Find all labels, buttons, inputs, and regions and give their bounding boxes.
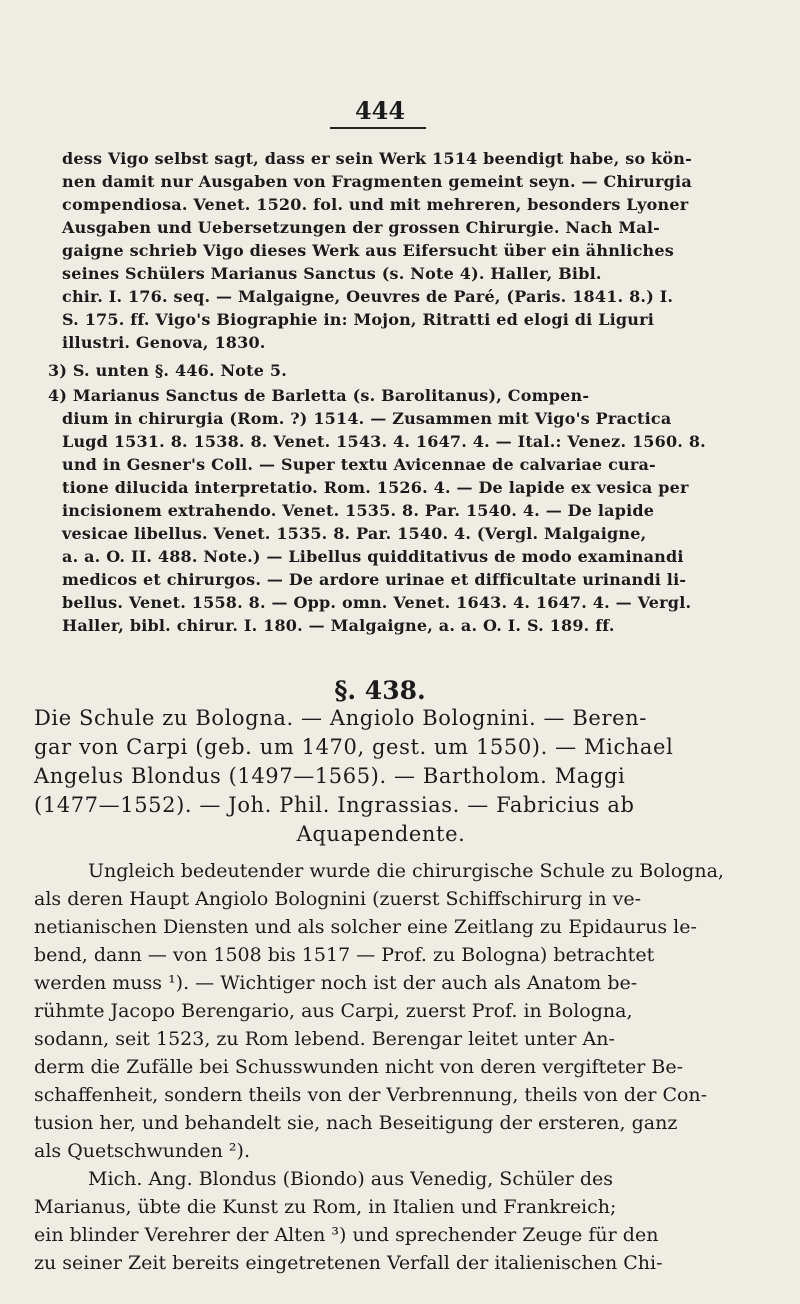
body-line: Marianus, übte die Kunst zu Rom, in Italien und Frankreich; [34,1196,617,1218]
body-line: derm die Zufälle bei Schusswunden nicht von deren vergifteter Be- [34,1056,684,1078]
footnote-line: incisionem extrahendo. Venet. 1535. 8. Par. 1540. 4. — De lapide [62,501,655,520]
footnote-line: und in Gesner's Coll. — Super textu Avicennae de calvariae cura- [62,455,656,474]
body-line: bend, dann — von 1508 bis 1517 — Prof. zu Bologna) betrachtet [34,944,655,966]
footnote-3: 3) S. unten §. 446. Note 5. [48,361,288,380]
page-number: 444 [354,96,406,125]
header-rule [330,127,426,129]
footnote-line: medicos et chirurgos. — De ardore urinae et difficultate urinandi li- [62,570,687,589]
footnote-line: vesicae libellus. Venet. 1535. 8. Par. 1540. 4. (Vergl. Malgaigne, [62,524,647,543]
section-heading-line: Die Schule zu Bologna. — Angiolo Bolognini. — Beren- [34,706,647,730]
footnote-line: seines Schülers Marianus Sanctus (s. Note 4). Haller, Bibl. [62,264,602,283]
footnote-line: nen damit nur Ausgaben von Fragmenten gemeint seyn. — Chirurgia [62,172,692,191]
footnote-line: Lugd 1531. 8. 1538. 8. Venet. 1543. 4. 1647. 4. — Ital.: Venez. 1560. 8. [62,432,706,451]
footnote-line: a. a. O. II. 488. Note.) — Libellus quidditativus de modo examinandi [62,547,684,566]
body-line: netianischen Diensten und als solcher eine Zeitlang zu Epidaurus le- [34,916,697,938]
section-heading-line: (1477—1552). — Joh. Phil. Ingrassias. — Fabricius ab [34,793,635,817]
footnote-line: chir. I. 176. seq. — Malgaigne, Oeuvres de Paré, (Paris. 1841. 8.) I. [62,287,674,306]
body-line: ein blinder Verehrer der Alten ³) und sprechender Zeuge für den [34,1224,659,1246]
body-line: Ungleich bedeutender wurde die chirurgische Schule zu Bologna, [88,860,724,882]
body-line: als Quetschwunden ²). [34,1140,251,1162]
body-line: tusion her, und behandelt sie, nach Beseitigung der ersteren, ganz [34,1112,678,1134]
section-heading-line: Aquapendente. [296,822,466,846]
body-line: Mich. Ang. Blondus (Biondo) aus Venedig, Schüler des [88,1168,614,1190]
footnote-line: dium in chirurgia (Rom. ?) 1514. — Zusammen mit Vigo's Practica [62,409,672,428]
footnote-line: illustri. Genova, 1830. [62,333,266,352]
footnote-4: 4) Marianus Sanctus de Barletta (s. Barolitanus), Compen- [48,386,590,405]
body-line: als deren Haupt Angiolo Bolognini (zuerst Schiffschirurg in ve- [34,888,642,910]
footnote-line: dess Vigo selbst sagt, dass er sein Werk 1514 beendigt habe, so kön- [62,149,692,168]
body-line: rühmte Jacopo Berengario, aus Carpi, zuerst Prof. in Bologna, [34,1000,633,1022]
footnote-line: gaigne schrieb Vigo dieses Werk aus Eifersucht über ein ähnliches [62,241,674,260]
footnote-line: Haller, bibl. chirur. I. 180. — Malgaigne, a. a. O. I. S. 189. ff. [62,616,615,635]
footnote-line: Ausgaben und Uebersetzungen der grossen Chirurgie. Nach Mal- [62,218,660,237]
body-line: zu seiner Zeit bereits eingetretenen Verfall der italienischen Chi- [34,1252,663,1274]
body-line: sodann, seit 1523, zu Rom lebend. Berengar leitet unter An- [34,1028,615,1050]
section-heading-line: Angelus Blondus (1497—1565). — Bartholom. Maggi [34,764,626,788]
footnote-line: S. 175. ff. Vigo's Biographie in: Mojon, Ritratti ed elogi di Liguri [62,310,655,329]
section-number: §. 438. [334,676,426,705]
footnote-line: compendiosa. Venet. 1520. fol. und mit mehreren, besonders Lyoner [62,195,689,214]
footnote-line: bellus. Venet. 1558. 8. — Opp. omn. Venet. 1643. 4. 1647. 4. — Vergl. [62,593,692,612]
section-heading-line: gar von Carpi (geb. um 1470, gest. um 1550). — Michael [34,735,674,759]
body-line: werden muss ¹). — Wichtiger noch ist der auch als Anatom be- [34,972,638,994]
body-line: schaffenheit, sondern theils von der Verbrennung, theils von der Con- [34,1084,708,1106]
footnote-line: tione dilucida interpretatio. Rom. 1526. 4. — De lapide ex vesica per [62,478,689,497]
